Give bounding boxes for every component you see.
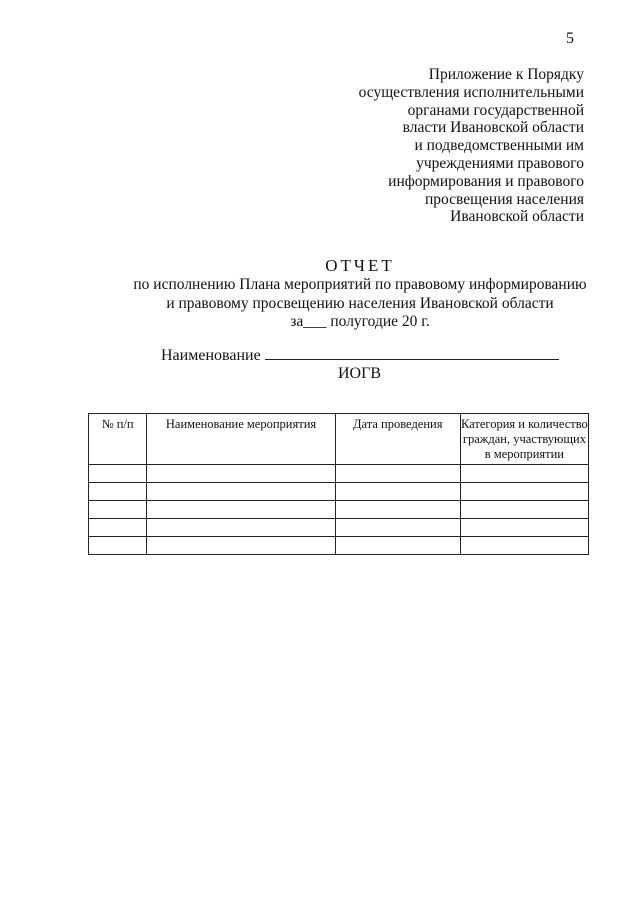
report-subtitle-line: и правовому просвещению населения Ивановской области [166,294,554,312]
table-cell[interactable] [460,519,588,537]
header-date: Дата проведения [335,414,460,465]
header-event-name: Наименование мероприятия [147,414,335,465]
name-field-label: Наименование [161,347,261,364]
table-cell[interactable] [147,465,335,483]
table-cell[interactable] [89,483,147,501]
table-cell[interactable] [335,465,460,483]
report-subtitle-line: по исполнению Плана мероприятий по правовому информированию [133,276,587,293]
report-period-line: за___ полугодие 20 г. [290,313,430,330]
appendix-line: органами государственной [407,101,584,119]
table-cell[interactable] [89,537,147,555]
table-cell[interactable] [89,465,147,483]
table-cell[interactable] [460,537,588,555]
name-field-caption: ИОГВ [338,365,382,382]
table-cell[interactable] [460,501,588,519]
page-number: 5 [566,30,574,47]
report-title: ОТЧЕТ [325,256,395,275]
table-row [89,501,589,519]
table-row [89,537,589,555]
table-cell[interactable] [89,501,147,519]
appendix-note [359,66,584,226]
table-row [89,483,589,501]
table-cell[interactable] [147,501,335,519]
appendix-line: осуществления исполнительными [358,83,584,101]
table-row [89,465,589,483]
appendix-line: власти Ивановской области [402,119,584,137]
appendix-line: информирования и правового [388,172,584,190]
appendix-line: Ивановской области [450,208,584,226]
name-field-blank[interactable] [265,345,559,360]
name-field-row [161,345,559,365]
table-cell[interactable] [89,519,147,537]
appendix-line: и подведомственными им [414,137,584,155]
header-number: № п/п [89,414,147,465]
events-table [88,413,589,555]
table-header-row [89,414,589,465]
table-cell[interactable] [460,465,588,483]
table-cell[interactable] [460,483,588,501]
table-cell[interactable] [147,537,335,555]
appendix-line: Приложение к Порядку [428,66,584,83]
report-subtitle [0,276,640,332]
table-cell[interactable] [147,519,335,537]
appendix-line: просвещения населения [424,190,584,208]
header-participants: Категория и количество граждан, участвующих в мероприятии [460,414,588,465]
table-cell[interactable] [335,501,460,519]
table-cell[interactable] [335,519,460,537]
table-row [89,519,589,537]
table-cell[interactable] [335,537,460,555]
table-cell[interactable] [335,483,460,501]
appendix-line: учреждениями правового [416,154,584,172]
table-cell[interactable] [147,483,335,501]
